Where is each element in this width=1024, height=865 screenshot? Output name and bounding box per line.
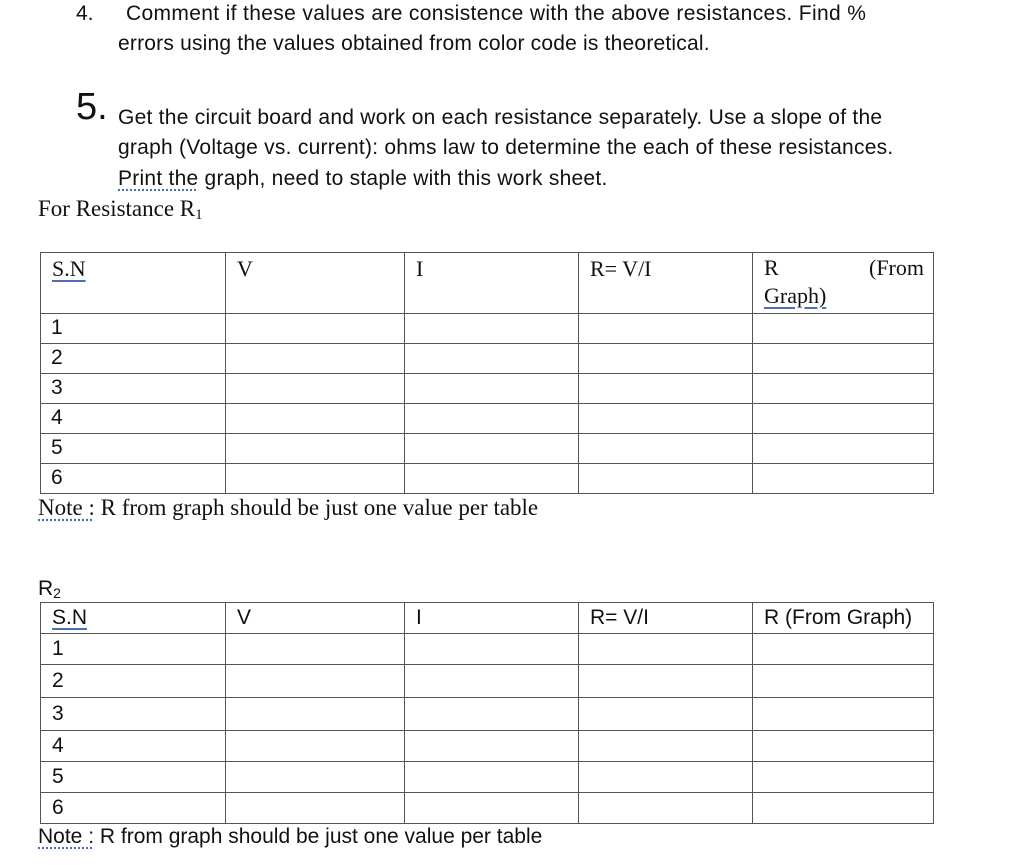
cell-v[interactable]	[226, 793, 405, 824]
header-v: V	[226, 603, 405, 634]
table-row	[41, 404, 934, 434]
cell-v[interactable]	[226, 464, 405, 494]
cell-r-graph[interactable]	[753, 434, 934, 464]
cell-r-calc[interactable]	[579, 404, 753, 434]
table-header-row	[41, 253, 934, 314]
item-5-number: 5.	[76, 86, 108, 128]
cell-i[interactable]	[405, 314, 579, 344]
table-row	[41, 793, 934, 824]
table-row	[41, 762, 934, 793]
cell-r-graph[interactable]	[753, 665, 934, 698]
cell-r-calc[interactable]	[579, 665, 753, 698]
cell-r-calc[interactable]	[579, 344, 753, 374]
resistance-r1-heading-text: For Resistance R	[38, 196, 196, 221]
cell-i[interactable]	[405, 434, 579, 464]
cell-i[interactable]	[405, 731, 579, 762]
cell-r-graph[interactable]	[753, 793, 934, 824]
note-r2	[38, 823, 542, 851]
cell-r-graph[interactable]	[753, 374, 934, 404]
cell-r-calc[interactable]	[579, 698, 753, 731]
cell-i[interactable]	[405, 404, 579, 434]
header-r-graph-r: R	[764, 255, 779, 280]
header-r-calc: R= V/I	[579, 253, 753, 314]
item-4-text-line-1: Comment if these values are consistence with the above resistances. Find %	[126, 2, 867, 25]
table-row	[41, 374, 934, 404]
cell-v[interactable]	[226, 698, 405, 731]
cell-r-graph[interactable]	[753, 464, 934, 494]
row-sn: 5	[41, 762, 226, 793]
row-sn: 1	[41, 634, 226, 665]
row-sn: 1	[41, 314, 226, 344]
cell-v[interactable]	[226, 731, 405, 762]
cell-r-calc[interactable]	[579, 374, 753, 404]
resistance-r1-heading	[38, 195, 203, 229]
cell-v[interactable]	[226, 665, 405, 698]
cell-v[interactable]	[226, 344, 405, 374]
cell-i[interactable]	[405, 793, 579, 824]
cell-v[interactable]	[226, 314, 405, 344]
row-sn: 2	[41, 665, 226, 698]
cell-r-graph[interactable]	[753, 762, 934, 793]
resistance-r2-table	[40, 602, 934, 824]
cell-i[interactable]	[405, 344, 579, 374]
table-header-row	[41, 603, 934, 634]
row-sn: 6	[41, 464, 226, 494]
header-sn-text: S.N	[52, 256, 86, 281]
item-4-text-line-2: errors using the values obtained from color code is theoretical.	[118, 32, 710, 55]
header-r-graph: R (From Graph)	[753, 603, 934, 634]
table-row	[41, 434, 934, 464]
cell-r-calc[interactable]	[579, 314, 753, 344]
row-sn: 5	[41, 434, 226, 464]
cell-i[interactable]	[405, 374, 579, 404]
table-row	[41, 634, 934, 665]
cell-r-calc[interactable]	[579, 434, 753, 464]
table-row	[41, 698, 934, 731]
cell-r-calc[interactable]	[579, 731, 753, 762]
resistance-r2-label-text: R	[38, 577, 54, 600]
row-sn: 4	[41, 731, 226, 762]
header-sn	[41, 253, 226, 314]
note-r1	[38, 494, 538, 522]
cell-r-calc[interactable]	[579, 464, 753, 494]
cell-v[interactable]	[226, 404, 405, 434]
header-sn-text: S.N	[52, 606, 88, 629]
resistance-r1-table	[40, 252, 934, 494]
header-i: I	[405, 603, 579, 634]
cell-v[interactable]	[226, 374, 405, 404]
item-4-number: 4.	[76, 2, 94, 25]
table-row	[41, 464, 934, 494]
item-5-text-line-3-rest: graph, need to staple with this work sheet.	[198, 167, 608, 190]
cell-r-calc[interactable]	[579, 634, 753, 665]
item-5-text-line-3	[118, 165, 608, 193]
cell-r-graph[interactable]	[753, 404, 934, 434]
row-sn: 3	[41, 698, 226, 731]
cell-i[interactable]	[405, 634, 579, 665]
header-r-graph-from: (From	[869, 255, 924, 280]
row-sn: 3	[41, 374, 226, 404]
table-row	[41, 731, 934, 762]
header-r-calc: R= V/I	[579, 603, 753, 634]
cell-r-graph[interactable]	[753, 314, 934, 344]
item-5-text-line-1: Get the circuit board and work on each resistance separately. Use a slope of the	[118, 106, 883, 129]
note-r2-text: R from graph should be just one value per table	[94, 825, 543, 848]
row-sn: 6	[41, 793, 226, 824]
table-row	[41, 665, 934, 698]
cell-r-calc[interactable]	[579, 793, 753, 824]
header-r-graph-wrap	[764, 254, 924, 310]
cell-r-graph[interactable]	[753, 731, 934, 762]
table-row	[41, 344, 934, 374]
cell-r-calc[interactable]	[579, 762, 753, 793]
cell-i[interactable]	[405, 665, 579, 698]
resistance-r1-subscript: 1	[195, 207, 203, 223]
header-v: V	[226, 253, 405, 314]
cell-r-graph[interactable]	[753, 698, 934, 731]
cell-i[interactable]	[405, 762, 579, 793]
header-r-graph-graph: Graph)	[764, 283, 827, 308]
row-sn: 2	[41, 344, 226, 374]
cell-r-graph[interactable]	[753, 634, 934, 665]
cell-i[interactable]	[405, 464, 579, 494]
cell-v[interactable]	[226, 634, 405, 665]
resistance-r2-subscript: 2	[53, 585, 61, 601]
note-r1-label: Note :	[38, 495, 95, 520]
cell-v[interactable]	[226, 434, 405, 464]
cell-i[interactable]	[405, 698, 579, 731]
item-5-text-line-2: graph (Voltage vs. current): ohms law to determine the each of these resistances.	[118, 136, 894, 159]
header-sn	[41, 603, 226, 634]
note-r2-label: Note :	[38, 825, 95, 848]
header-i: I	[405, 253, 579, 314]
cell-v[interactable]	[226, 762, 405, 793]
note-r1-text: R from graph should be just one value per table	[94, 495, 539, 520]
table-row	[41, 314, 934, 344]
header-r-graph	[753, 253, 934, 314]
cell-r-graph[interactable]	[753, 344, 934, 374]
print-the-link: Print the	[118, 167, 199, 190]
row-sn: 4	[41, 404, 226, 434]
